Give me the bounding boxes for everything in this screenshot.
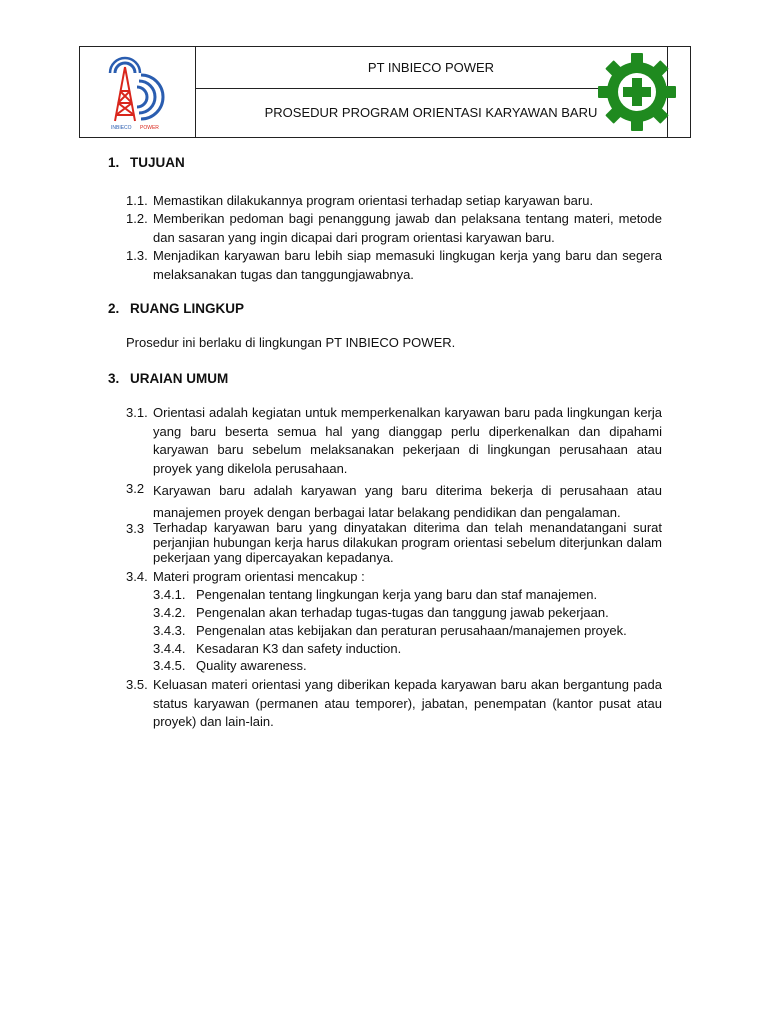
scope-paragraph: Prosedur ini berlaku di lingkungan PT INBIECO POWER.: [126, 335, 456, 350]
item-text: Quality awareness.: [196, 658, 307, 673]
section-number: 2.: [108, 301, 120, 316]
item-text: Pengenalan tentang lingkungan kerja yang baru dan staf manajemen.: [196, 587, 598, 602]
item-text: Pengenalan atas kebijakan dan peraturan perusahaan/manajemen proyek.: [196, 623, 627, 638]
item-number: 1.3.: [126, 248, 148, 263]
item-number: 3.4.1.: [153, 587, 186, 602]
item-number: 3.5.: [126, 677, 148, 692]
section-title: TUJUAN: [130, 155, 185, 170]
item-number: 3.1.: [126, 405, 148, 420]
item-text: Terhadap karyawan baru yang dinyatakan diterima dan telah menandatangani surat perjanjian hubungan kerja harus dilakukan program orientasi sebelum diterjunkan dalam pekerjaan yang dipercayakan kepadanya.: [153, 520, 662, 565]
item-number: 1.1.: [126, 193, 148, 208]
k3-safety-icon: [596, 51, 678, 133]
item-text: Pengenalan akan terhadap tugas-tugas dan tanggung jawab pekerjaan.: [196, 605, 609, 620]
item-number: 3.4.3.: [153, 623, 186, 638]
company-name: PT INBIECO POWER: [195, 47, 667, 89]
item-number: 3.4.: [126, 569, 148, 584]
item-text: Materi program orientasi mencakup :: [153, 569, 365, 584]
item-text: Memastikan dilakukannya program orientasi terhadap setiap karyawan baru.: [153, 193, 594, 208]
section-heading-tujuan: [108, 155, 185, 170]
item-number: 3.3: [126, 521, 145, 536]
item-text: Menjadikan karyawan baru lebih siap memasuki lingkugan kerja yang baru dan segera melaksanakan tugas dan tanggungjawabnya.: [153, 248, 662, 282]
item-text: Memberikan pedoman bagi penanggung jawab dan pelaksana tentang materi, metode dan sasaran yang ingin dicapai dari program orientasi karyawan baru.: [153, 211, 662, 245]
item-text: Orientasi adalah kegiatan untuk memperkenalkan karyawan baru pada lingkungan kerja yang baru beserta semua hal yang dianggap perlu diperkenalkan dan dipahami karyawan baru sebelum melaksanakan pekerjaan di lingkungan perusahaan atau proyek yang dikelola perusahaan.: [153, 405, 662, 476]
section-heading-uraian-umum: [108, 371, 228, 386]
logo-text-right: POWER: [140, 125, 159, 131]
section-heading-ruang-lingkup: [108, 301, 244, 316]
section-title: URAIAN UMUM: [130, 371, 229, 386]
section-title: RUANG LINGKUP: [130, 301, 244, 316]
item-text: Keluasan materi orientasi yang diberikan kepada karyawan baru akan bergantung pada status karyawan (permanen atau temporer), jabatan, penempatan (kantor pusat atau proyek) dan lain-lain.: [153, 677, 662, 729]
inbieco-logo: [107, 53, 169, 133]
item-number: 3.4.2.: [153, 605, 186, 620]
section-number: 3.: [108, 371, 120, 386]
document-title: PROSEDUR PROGRAM ORIENTASI KARYAWAN BARU: [264, 105, 598, 120]
section-number: 1.: [108, 155, 120, 170]
item-number: 3.2: [126, 481, 145, 496]
item-number: 3.4.4.: [153, 641, 186, 656]
item-text: Kesadaran K3 dan safety induction.: [196, 641, 402, 656]
item-number: 3.4.5.: [153, 658, 186, 673]
logo-text-left: INBIECO: [111, 125, 132, 131]
item-number: 1.2.: [126, 211, 148, 226]
item-text: Karyawan baru adalah karyawan yang baru diterima bekerja di perusahaan atau manajemen proyek dengan berbagai latar belakang pendidikan dan pengalaman.: [153, 483, 662, 520]
